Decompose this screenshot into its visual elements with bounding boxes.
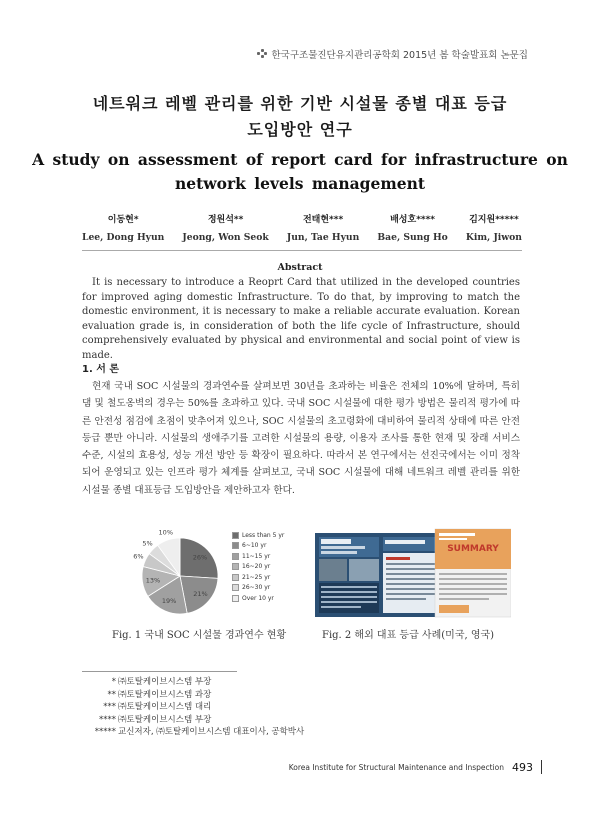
footer-institute: Korea Institute for Structural Maintenance and Inspection [288,762,504,772]
legend-label: Over 10 yr [242,594,274,602]
author-name-en: Jun, Tae Hyun [286,232,360,243]
summary-word: SUMMARY [447,544,499,554]
author-name-en: Bae, Sung Ho [377,232,448,243]
author [377,212,447,243]
author-list [82,212,522,243]
uk-summary-image [435,529,511,617]
footnote-text: ㈜토탈케이브시스템 부장 [118,677,212,687]
legend-item [232,583,284,594]
footnote-text: ㈜토탈케이브시스템 과장 [118,689,212,700]
legend-label: 6~10 yr [242,542,267,550]
pie-value-label: 5% [142,539,153,548]
footnote-mark: *** [103,702,116,713]
header-text: 한국구조물진단유지관리공학회 2015년 봄 학술발표회 논문집 [271,50,528,61]
abstract-heading: Abstract [277,262,323,273]
divider [82,250,522,251]
footnote-text: ㈜토탈케이브시스템 부장 [118,714,212,725]
legend-label: 21~25 yr [242,573,271,581]
footnote-mark: ** [107,689,116,700]
pie-value-label: 10% [158,528,174,537]
page-footer [289,760,542,774]
legend-swatch [232,532,239,539]
legend-label: 16~20 yr [242,563,271,571]
legend-item [232,541,284,552]
footnote-mark: * [111,677,116,687]
author-name-en: Lee, Dong Hyun [82,232,165,243]
title-english-line1: A study on assessment of report card for infrastructure on [32,150,568,169]
author-name-ko: 전태현*** [302,215,344,225]
title-korean-line2: 도입방안 연구 [247,120,353,139]
legend-swatch [232,542,239,549]
author [182,212,268,243]
legend-label: Less than 5 yr [242,531,285,539]
legend-item [232,593,284,604]
footnote-text: 교신저자, ㈜토탈케이브시스템 대표이사, 공학박사 [118,727,305,738]
footnote-text: ㈜토탈케이브시스템 대리 [118,702,212,713]
title-english-line2: network levels management [174,174,426,193]
us-report-card-image [315,533,447,617]
running-header [257,47,528,61]
author-name-ko: 배성호**** [390,215,436,225]
figure2-caption: Fig. 2 해외 대표 등급 사례(미국, 영국) [322,630,495,641]
legend-item [232,562,284,573]
footnote-divider [82,671,237,672]
author-name-ko: 정원석** [207,215,244,225]
footnote-mark: ***** [94,727,116,738]
author [466,212,522,243]
pie-value-label: 6% [133,552,144,561]
section-body: 현재 국내 SOC 시설물의 경과연수를 살펴보면 30년을 초과하는 비율은 전체의 10%에 달하며, 특히 댐 및 철도옹벽의 경우는 50%를 초과하고 있다. 국내 SOC 시설물에 대한 평가 방법은 물리적 평가에 따른 안전성 점검에 초점이 맞추어져 있으나, SOC 시설물의 초고령화에 대비하여 물리적 상태에 따른 안전등급 뿐만 아니라. 시설물의 생애주기를 고려한 시설물의 용량, 이용자 조사를 통한 현재 및 장래 서비스 수준, 시설의 효용성, 성능 개선 방안 등 확장이 필요하다. 따라서 본 연구에서는 선진국에서는 이미 정착되어 운영되고 있는 인프라 평가 체계를 살펴보고, 국내 SOC 시설물에 대해 네트워크 레벨 관리를 위한 시설물 종별 대표등급 도입방안을 제안하고자 한다. [82,381,520,496]
section-heading: 1. 서 론 [82,364,120,375]
page-number: 493 [512,760,533,774]
footnote [82,714,304,727]
legend-swatch [232,574,239,581]
footnote [82,701,304,714]
footnote [82,726,304,739]
legend-swatch [232,553,239,560]
legend-item [232,551,284,562]
legend-swatch [232,584,239,591]
legend-label: 11~15 yr [242,552,271,560]
author-name-ko: 김지원***** [469,215,519,225]
legend-item [232,530,284,541]
legend-swatch [232,595,239,602]
author-name-ko: 이동현* [107,215,139,225]
footnote [82,689,304,702]
author [287,212,359,243]
footnote [82,676,304,689]
figure1-caption: Fig. 1 국내 SOC 시설물 경과연수 현황 [112,630,287,641]
footer-bar [541,760,542,774]
pie-value-label: 19% [161,597,177,606]
legend-label: 26~30 yr [242,584,271,592]
title-korean-line1: 네트워크 레벨 관리를 위한 기반 시설물 종별 대표 등급 [92,94,508,113]
footnote-mark: **** [99,714,116,725]
pie-value-label: 26% [192,553,208,562]
header-logo-icon [257,49,267,59]
pie-value-label: 21% [193,590,208,599]
author [82,212,164,243]
author-name-en: Kim, Jiwon [465,232,522,243]
abstract-text: It is necessary to introduce a Reoprt Card that utilized in the developed countries for improved aging domestic Infrastructure. To do that, by improving to match the domestic environment, it is necessary to make a reliable accurate evaluation. Korean evaluation grade is, in consideration of both the life cycle of Infrastructure, should comprehensively evaluated by physical and environmental and social point of view is made. [82,277,520,361]
report-card-images [315,527,511,619]
footnotes [82,676,304,739]
legend-item [232,572,284,583]
pie-value-label: 13% [145,576,161,585]
author-name-en: Jeong, Won Seok [182,232,269,243]
chart-legend [232,530,284,604]
legend-swatch [232,563,239,570]
